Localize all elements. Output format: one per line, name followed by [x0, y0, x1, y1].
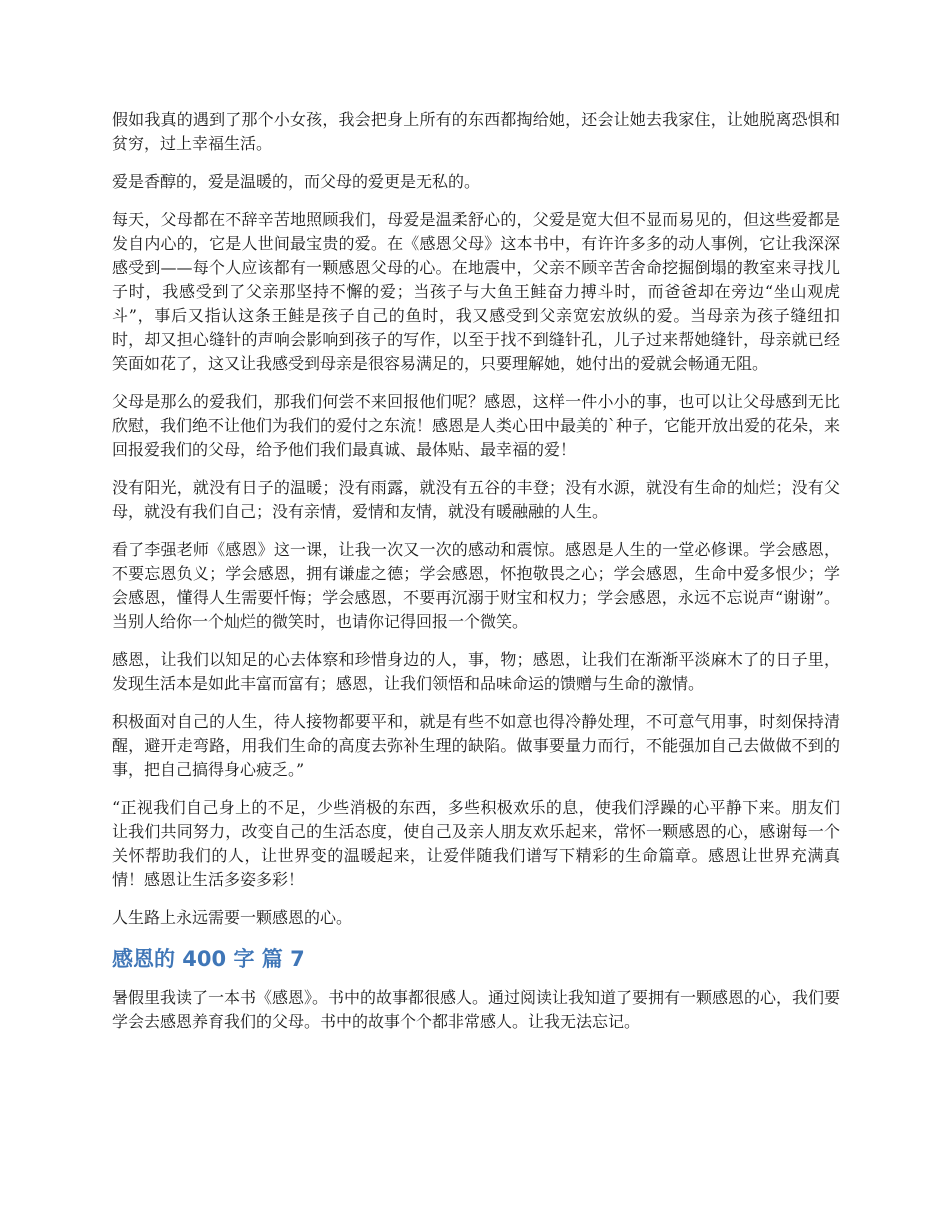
document-page	[112, 108, 840, 1048]
section-heading: 感恩的 400 字 篇 7	[112, 947, 305, 971]
paragraph: 父母是那么的爱我们，那我们何尝不来回报他们呢？感恩，这样一件小小的事，也可以让父母感到无比欣慰，我们绝不让他们为我们的爱付之东流！感恩是人类心田中最美的`种子，它能开放出爱的花朵，来回报爱我们的父母，给予他们我们最真诚、最体贴、最幸福的爱！	[112, 392, 841, 459]
paragraph: 假如我真的遇到了那个小女孩，我会把身上所有的东西都掏给她，还会让她去我家住，让她脱离恐惧和贫穷，过上幸福生活。	[112, 110, 840, 153]
paragraph: 爱是香醇的，爱是温暖的，而父母的爱更是无私的。	[112, 172, 481, 191]
paragraph: 感恩，让我们以知足的心去体察和珍惜身边的人，事，物；感恩，让我们在渐渐平淡麻木了的日子里，发现生活本是如此丰富而富有；感恩，让我们领悟和品味命运的馈赠与生命的激情。	[112, 650, 840, 693]
paragraph: 每天，父母都在不辞辛苦地照顾我们，母爱是温柔舒心的，父爱是宽大但不显而易见的，但这些爱都是发自内心的，它是人世间最宝贵的爱。在《感恩父母》这本书中，有许许多多的动人事例，它让我深深感受到——每个人应该都有一颗感恩父母的心。在地震中，父亲不顾辛苦舍命挖掘倒塌的教室来寻找儿子时，我感受到了父亲那坚持不懈的爱；当孩子与大鱼王鲑奋力搏斗时，而爸爸却在旁边“坐山观虎斗”，事后又指认这条王鲑是孩子自己的鱼时，我又感受到父亲宽宏放纵的爱。当母亲为孩子缝纽扣时，却又担心缝针的声响会影响到孩子的写作，以至于找不到缝针孔，儿子过来帮她缝针，母亲就已经笑面如花了，这又让我感受到母亲是很容易满足的，只要理解她，她付出的爱就会畅通无阻。	[112, 210, 840, 373]
paragraph: 暑假里我读了一本书《感恩》。书中的故事都很感人。通过阅读让我知道了要拥有一颗感恩的心，我们要学会去感恩养育我们的父母。书中的故事个个都非常感人。让我无法忘记。	[112, 988, 841, 1031]
paragraph: “正视我们自己身上的不足，少些消极的东西，多些积极欢乐的息，使我们浮躁的心平静下来。朋友们让我们共同努力，改变自己的生活态度，使自己及亲人朋友欢乐起来，常怀一颗感恩的心，感谢每一个关怀帮助我们的人，让世界变的温暖起来，让爱伴随我们谱写下精彩的生命篇章。感恩让世界充满真情！感恩让生活多姿多彩！	[112, 798, 840, 889]
paragraph: 没有阳光，就没有日子的温暖；没有雨露，就没有五谷的丰登；没有水源，就没有生命的灿烂；没有父母，就没有我们自己；没有亲情，爱情和友情，就没有暖融融的人生。	[112, 478, 840, 521]
paragraph: 看了李强老师《感恩》这一课，让我一次又一次的感动和震惊。感恩是人生的一堂必修课。学会感恩，不要忘恩负义；学会感恩，拥有谦虚之德；学会感恩，怀抱敬畏之心；学会感恩，生命中爱多恨少；学会感恩，懂得人生需要忏悔；学会感恩，不要再沉溺于财宝和权力；学会感恩，永远不忘说声“谢谢”。当别人给你一个灿烂的微笑时，也请你记得回报一个微笑。	[112, 540, 840, 631]
paragraph: 积极面对自己的人生，待人接物都要平和，就是有些不如意也得冷静处理，不可意气用事，时刻保持清醒，避开走弯路，用我们生命的高度去弥补生理的缺陷。做事要量力而行，不能强加自己去做做不到的事，把自己搞得身心疲乏。”	[112, 712, 840, 779]
paragraph: 人生路上永远需要一颗感恩的心。	[112, 908, 353, 927]
